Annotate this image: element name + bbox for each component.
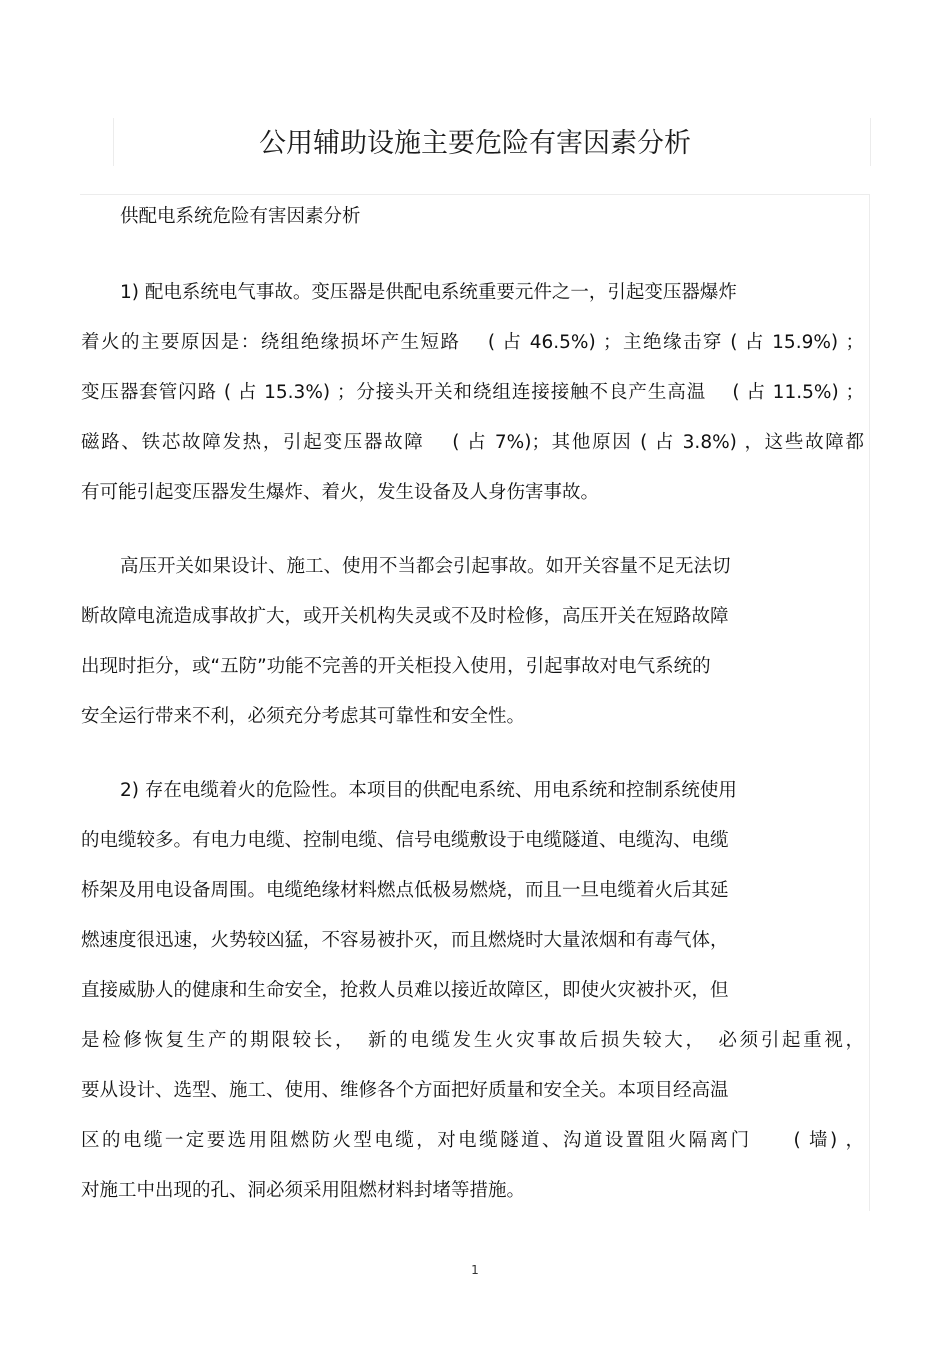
paragraph-3-line-3: 桥架及用电设备周围。电缆绝缘材料燃点低极易燃烧，而且一旦电缆着火后其延 — [81, 880, 729, 901]
paragraph-3-line-7: 要从设计、选型、施工、使用、维修各个方面把好质量和安全关。本项目经高温 — [81, 1080, 729, 1101]
paragraph-2-line-4: 安全运行带来不利，必须充分考虑其可靠性和安全性。 — [81, 706, 526, 727]
paragraph-3-line-9: 对施工中出现的孔、洞必须采用阻燃材料封堵等措施。 — [81, 1180, 526, 1201]
paragraph-1-line-2: 着火的主要原因是：绕组绝缘损坏产生短路 ( 占 46.5%) ；主绝缘击穿 ( 占 15.9%) ； — [81, 332, 864, 353]
paragraph-3-line-1: 2) 存在电缆着火的危险性。本项目的供配电系统、用电系统和控制系统使用 — [120, 780, 737, 801]
paragraph-3-line-6: 是检修恢复生产的期限较长， 新的电缆发生火灾事故后损失较大， 必须引起重视， — [81, 1030, 864, 1051]
page-number: 1 — [471, 1263, 479, 1277]
paragraph-1-line-1: 1) 配电系统电气事故。变压器是供配电系统重要元件之一，引起变压器爆炸 — [120, 282, 737, 303]
paragraph-1-line-4: 磁路、铁芯故障发热，引起变压器故障 ( 占 7%)；其他原因 ( 占 3.8%) ，这些故障都 — [81, 432, 864, 453]
paragraph-3-line-4: 燃速度很迅速，火势较凶猛，不容易被扑灭，而且燃烧时大量浓烟和有毒气体， — [81, 930, 729, 951]
paragraph-1-line-3: 变压器套管闪路 ( 占 15.3%) ；分接头开关和绕组连接接触不良产生高温 ( 占 11.5%) ； — [81, 382, 864, 403]
paragraph-3-line-8: 区的电缆一定要选用阻燃防火型电缆，对电缆隧道、沟道设置阻火隔离门 ( 墙) ， — [81, 1130, 864, 1151]
paragraph-1-line-5: 有可能引起变压器发生爆炸、着火，发生设备及人身伤害事故。 — [81, 482, 600, 503]
paragraph-2-line-1: 高压开关如果设计、施工、使用不当都会引起事故。如开关容量不足无法切 — [120, 556, 731, 577]
document-title: 公用辅助设施主要危险有害因素分析 — [259, 128, 691, 159]
section-heading: 供配电系统危险有害因素分析 — [120, 206, 361, 227]
paragraph-3-line-5: 直接威胁人的健康和生命安全，抢救人员难以接近故障区，即使火灾被扑灭，但 — [81, 980, 729, 1001]
paragraph-3-line-2: 的电缆较多。有电力电缆、控制电缆、信号电缆敷设于电缆隧道、电缆沟、电缆 — [81, 830, 729, 851]
paragraph-2-line-2: 断故障电流造成事故扩大，或开关机构失灵或不及时检修，高压开关在短路故障 — [81, 606, 729, 627]
paragraph-2-line-3: 出现时拒分，或“五防”功能不完善的开关柜投入使用，引起事故对电气系统的 — [81, 656, 711, 677]
